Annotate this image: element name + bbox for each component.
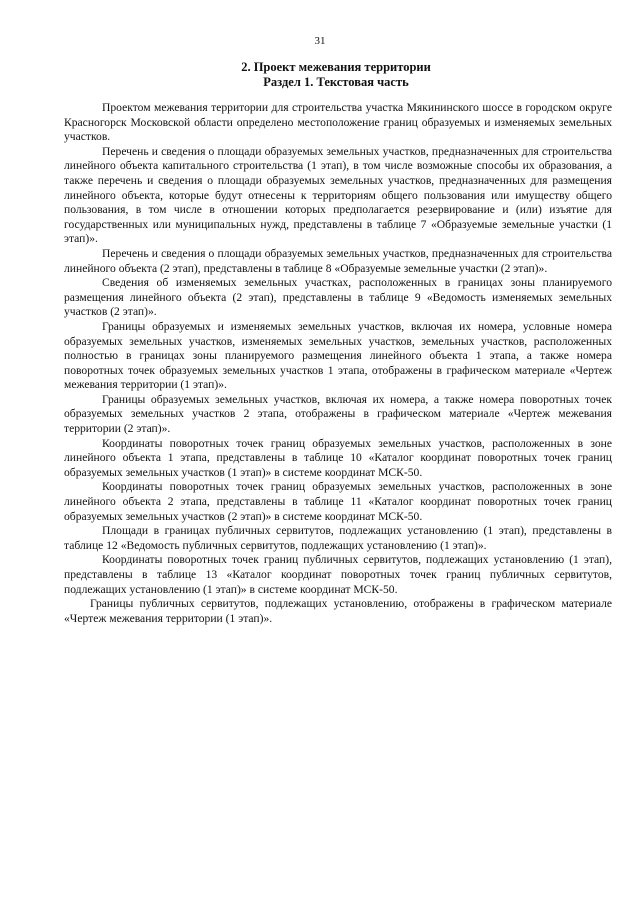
section-heading [60, 60, 612, 90]
section-subtitle: Раздел 1. Текстовая часть [263, 75, 409, 89]
section-title: 2. Проект межевания территории [241, 60, 431, 74]
paragraph: Координаты поворотных точек границ образуемых земельных участков, расположенных в зоне линейного объекта 2 этапа, представлены в таблице 11 «Каталог координат поворотных точек границ образуемых земельных участков (2 этап)» в системе координат МСК-50. [64, 480, 612, 523]
paragraph: Перечень и сведения о площади образуемых земельных участков, предназначенных для строительства линейного объекта капитального строительства (1 этап), в том числе возможные способы их образования, а также перечень и сведения о площади образуемых земельных участков, предназначенных для размещения линейного объекта, которые будут отнесены к территориям общего пользования или имуществу общего пользования, в том числе в отношении которых предполагается резервирование и (или) изъятие для государственных или муниципальных нужд, представлены в таблице 7 «Образуемые земельные участки (1 этап)». [64, 144, 612, 246]
document-body [64, 101, 612, 626]
paragraph: Сведения об изменяемых земельных участках, расположенных в границах зоны планируемого размещения линейного объекта (2 этап), представлены в таблице 9 «Ведомость изменяемых земельных участков (2 этап)». [64, 276, 612, 319]
paragraph: Координаты поворотных точек границ образуемых земельных участков, расположенных в зоне линейного объекта 1 этапа, представлены в таблице 10 «Каталог координат поворотных точек границ образуемых земельных участков (1 этап)» в системе координат МСК-50. [64, 436, 612, 479]
paragraph: Границы образуемых земельных участков, включая их номера, а также номера поворотных точек образуемых земельных участков 2 этапа, отображены в графическом материале «Чертеж межевания территории (2 этап)». [64, 392, 612, 436]
page-number: 31 [314, 35, 326, 47]
paragraph: Площади в границах публичных сервитутов, подлежащих установлению (1 этап), представлены в таблице 12 «Ведомость публичных сервитутов, подлежащих установлению (1 этап)». [64, 524, 612, 552]
paragraph: Границы публичных сервитутов, подлежащих установлению, отображены в графическом материале «Чертеж межевания территории (1 этап)». [64, 597, 612, 625]
paragraph: Перечень и сведения о площади образуемых земельных участков, предназначенных для строительства линейного объекта (2 этап), представлены в таблице 8 «Образуемые земельные участки (2 этап)». [64, 246, 612, 275]
paragraph: Координаты поворотных точек границ публичных сервитутов, подлежащих установлению (1 этап), представлены в таблице 13 «Каталог координат поворотных точек границ публичных сервитутов, подлежащих установлению (1 этап)» в системе координат МСК-50. [64, 553, 612, 596]
paragraph: Границы образуемых и изменяемых земельных участков, включая их номера, условные номера образуемых земельных участков, изменяемых земельных участков, земельных участков, расположенных полностью в границах зоны планируемого размещения линейного объекта 1 этапа, а также номера поворотных точек образуемых земельных участков 1 этапа, отображены в графическом материале «Чертеж межевания территории (1 этап)». [64, 319, 612, 392]
paragraph: Проектом межевания территории для строительства участка Мякининского шоссе в городском округе Красногорск Московской области определено местоположение границ образуемых и изменяемых земельных участков. [64, 101, 612, 144]
